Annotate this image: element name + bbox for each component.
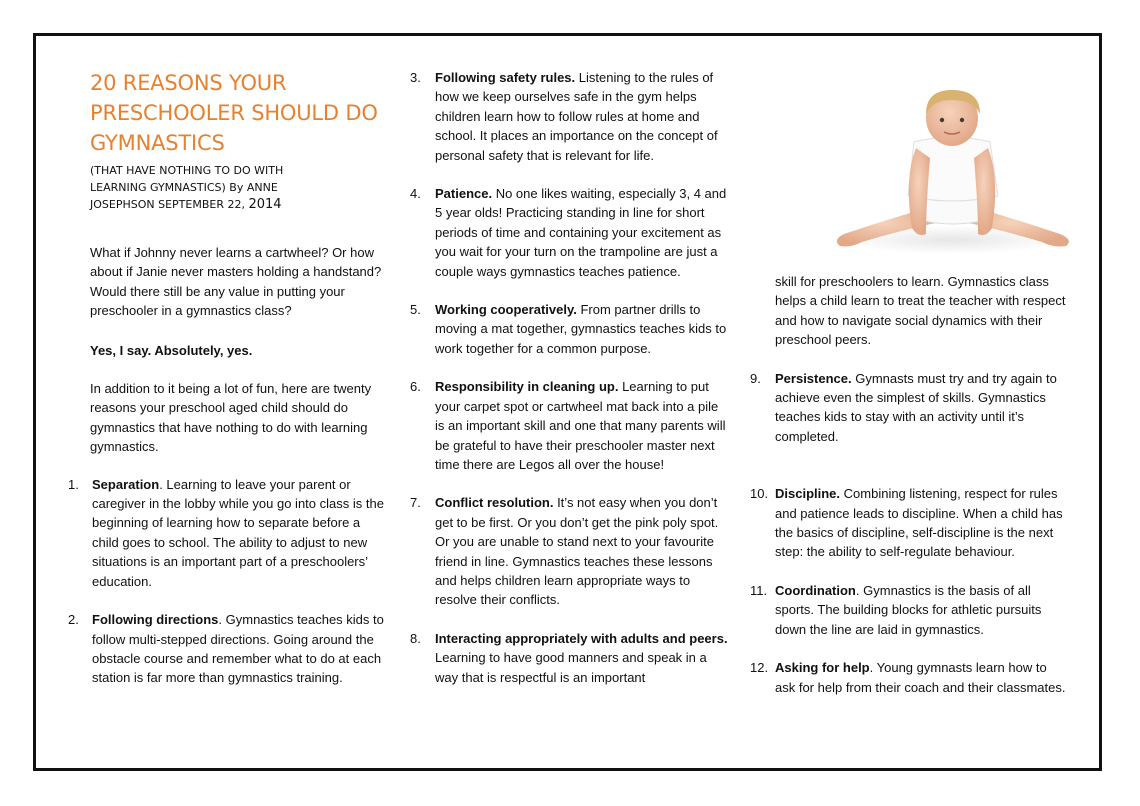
column-2 <box>410 68 730 687</box>
list-item <box>750 658 1070 697</box>
reason-title: Separation <box>92 476 160 492</box>
reason-title: Asking for help <box>775 660 870 676</box>
list-number: 1. <box>68 476 79 492</box>
reason-text: Listening to the rules of how we keep ourselves safe in the gym helps children learn how to follow rules at home and school. It places an importance on the concept of personal safety that is relevant for life. <box>435 70 718 163</box>
list-item <box>750 581 1070 639</box>
list-item <box>750 369 1070 447</box>
list-number: 10. <box>750 486 769 502</box>
reason-text: Gymnastics is the basis of all sports. The building blocks for athletic pursuits down the line are laid in gymnastics. <box>775 582 1042 637</box>
title-line: 20 REASONS YOUR <box>90 71 287 95</box>
reason-title: Coordination <box>775 582 856 598</box>
reason-text: From partner drills to moving a mat together, gymnastics teaches kids to work together for a common purpose. <box>435 302 727 356</box>
reason-punct: . <box>869 660 874 676</box>
list-item <box>410 493 730 609</box>
reason-text: Gymnastics teaches kids to follow multi-stepped directions. Going around the obstacle course and remember what to do at each station is far more than gymnastics training. <box>92 612 384 686</box>
byline-line: JOSEPHSON SEPTEMBER 22, <box>90 198 249 211</box>
reason-title: Interacting appropriately with adults and peers. <box>435 630 728 646</box>
list-number: 9. <box>750 370 761 386</box>
intro-paragraph-2: In addition to it being a lot of fun, here are twenty reasons your preschool aged child should do gymnastics that have nothing to do with learning gymnastics. <box>90 381 372 455</box>
byline-year: 2014 <box>248 197 282 212</box>
list-item <box>410 629 730 687</box>
list-item <box>410 300 730 358</box>
reason-text: Gymnasts must try and try again to achieve even the simplest of skills. Gymnastics teaches kids to stay with an activity until it’s completed. <box>775 370 1057 444</box>
reason-text: Young gymnasts learn how to ask for help from their coach and their classmates. <box>775 660 1066 695</box>
reason-text: It’s not easy when you don’t get to be first. Or you don’t get the pink poly spot. Or you are unable to stand next to your favourite friend in line. Gymnastics teaches these lessons and helps children learn appropriate ways to resolve their conflicts. <box>435 495 719 608</box>
list-item <box>410 377 730 474</box>
list-item <box>410 68 730 165</box>
column-3 <box>750 272 1070 697</box>
list-number: 12. <box>750 660 769 676</box>
reason-title: Persistence. <box>775 370 852 386</box>
list-item <box>410 184 730 281</box>
reason-text: Learning to leave your parent or caregiver in the lobby while you go into class is the beginning of learning how to separate before a child goes to school. The ability to adjust to new situations is an important part of a preschoolers’ education. <box>92 476 384 589</box>
reason-text: Learning to have good manners and speak in a way that is respectful is an important <box>435 650 707 685</box>
list-item <box>750 484 1070 562</box>
reason-text: Combining listening, respect for rules and patience leads to discipline. When a child has the basics of discipline, self-discipline is the next step: the ability to self-regulate behaviour. <box>775 486 1063 560</box>
article-title <box>90 68 390 158</box>
reason-punct: . <box>855 582 860 598</box>
byline-line: (THAT HAVE NOTHING TO DO WITH <box>90 164 284 177</box>
reason-punct: . <box>159 476 163 492</box>
list-number: 5. <box>410 302 421 318</box>
reason-title: Following safety rules. <box>435 70 576 85</box>
list-number: 11. <box>750 582 768 598</box>
byline <box>90 162 390 213</box>
list-number: 7. <box>410 495 421 511</box>
list-number: 6. <box>410 379 421 395</box>
reason-title: Conflict resolution. <box>435 495 554 511</box>
list-number: 4. <box>410 186 421 202</box>
reason-punct: . <box>218 612 223 628</box>
reason-text: No one likes waiting, especially 3, 4 and 5 year olds! Practicing standing in line for short periods of time and containing your excitement as you wait for your turn on the trampoline are just a couple ways gymnastics teaches patience. <box>435 186 727 279</box>
intro-paragraph: What if Johnny never learns a cartwheel? Or how about if Janie never masters holding a handstand? Would there still be any value in putting your preschooler in a gymnastics class? <box>90 245 382 319</box>
byline-line: LEARNING GYMNASTICS) By ANNE <box>90 181 278 194</box>
title-line: GYMNASTICS <box>90 131 225 155</box>
reason-title: Following directions <box>92 612 219 628</box>
list-item <box>68 475 390 591</box>
list-number: 2. <box>68 612 79 628</box>
reason-text: Learning to put your carpet spot or cartwheel mat back into a pile is an important skill and one that many parents will be grateful to have their preschooler master next time there are Legos all over the house! <box>435 379 726 472</box>
reason-title: Responsibility in cleaning up. <box>435 379 619 395</box>
reason-title: Patience. <box>435 186 493 202</box>
reason-title: Discipline. <box>775 486 841 502</box>
reason-8-continued: skill for preschoolers to learn. Gymnastics class helps a child learn to treat the teacher with respect and how to navigate social dynamics with their preschool peers. <box>775 274 1066 348</box>
list-number: 8. <box>410 630 421 646</box>
reason-title: Working cooperatively. <box>435 302 577 318</box>
title-line: PRESCHOOLER SHOULD DO <box>90 101 378 125</box>
column-1 <box>68 68 390 688</box>
list-number: 3. <box>410 70 421 85</box>
child-gymnast-photo <box>822 88 1086 258</box>
list-item <box>68 610 390 688</box>
answer-paragraph: Yes, I say. Absolutely, yes. <box>90 342 253 358</box>
